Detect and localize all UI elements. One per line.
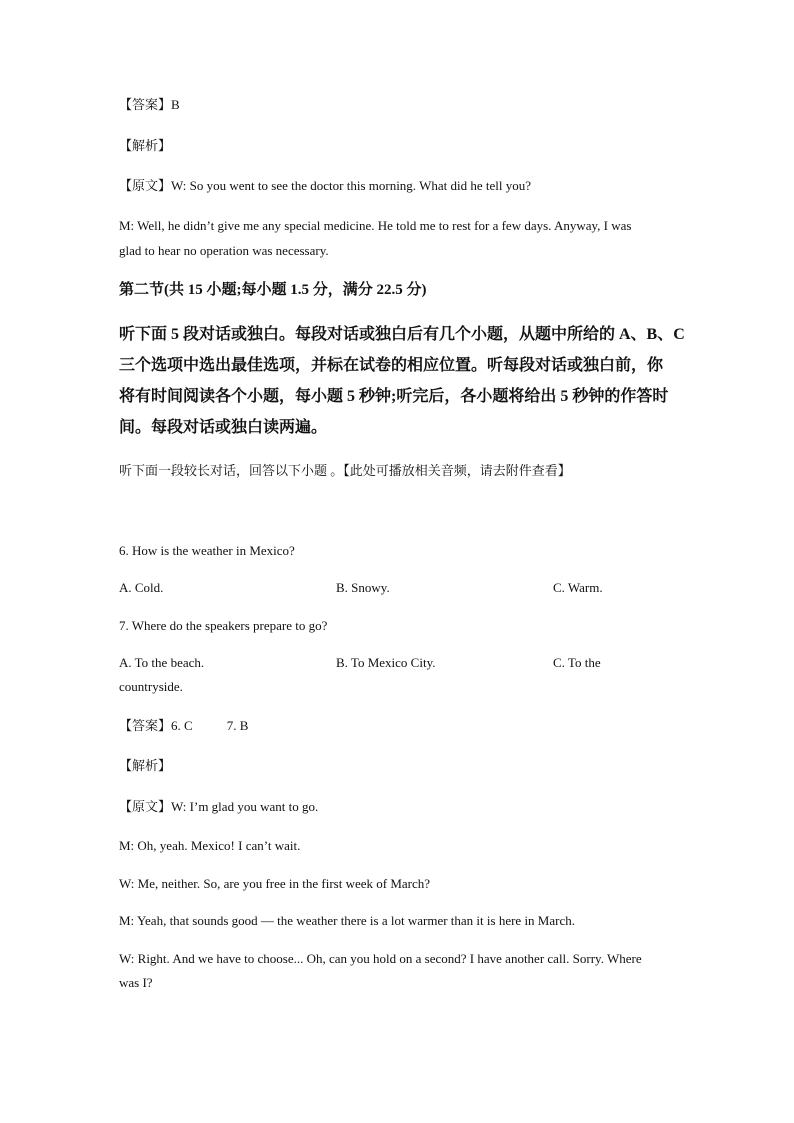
instruction-line: 听下面 5 段对话或独白。每段对话或独白后有几个小题，从题中所给的 A、B、C xyxy=(119,326,685,343)
option-b: B. To Mexico City. xyxy=(336,655,436,670)
option-c: C. Warm. xyxy=(553,580,603,595)
option-c-wrap: countryside. xyxy=(119,679,183,694)
option-a: A. To the beach. xyxy=(119,655,205,670)
transcript-text: was I? xyxy=(119,975,153,990)
original-line xyxy=(119,178,531,194)
transcript-text: M: Yeah, that sounds good — the weather there is a lot warmer than it is here in March. xyxy=(119,913,575,928)
instruction-line: 将有时间阅读各个小题，每小题 5 秒钟;听完后，各小题将给出 5 秒钟的作答时 xyxy=(119,388,669,405)
transcript-text: W: So you went to see the doctor this morning. What did he tell you? xyxy=(171,178,531,193)
transcript-text: M: Well, he didn’t give me any special medicine. He told me to rest for a few days. Anyway, I was xyxy=(119,218,632,233)
transcript-text: glad to hear no operation was necessary. xyxy=(119,243,329,258)
answer-line xyxy=(119,97,180,113)
answer-tag: 【答案】 xyxy=(119,718,172,733)
original-line xyxy=(119,799,318,815)
transcript-text: W: I’m glad you want to go. xyxy=(171,799,319,814)
answer-7: 7. B xyxy=(226,718,249,733)
option-a: A. Cold. xyxy=(119,580,164,595)
transcript-text: M: Oh, yeah. Mexico! I can’t wait. xyxy=(119,838,301,853)
answer-6: 6. C xyxy=(171,718,193,733)
answer-value: B xyxy=(171,97,180,112)
transcript-text: W: Right. And we have to choose... Oh, can you hold on a second? I have another call. Sorry. Where xyxy=(119,951,642,966)
question-stem: 7. Where do the speakers prepare to go? xyxy=(119,618,328,633)
original-tag: 【原文】 xyxy=(119,799,172,814)
instruction-line: 间。每段对话或独白读两遍。 xyxy=(119,419,328,436)
section-heading: 第二节(共 15 小题;每小题 1.5 分，满分 22.5 分) xyxy=(119,282,427,298)
transcript-text: W: Me, neither. So, are you free in the first week of March? xyxy=(119,876,431,891)
original-tag: 【原文】 xyxy=(119,178,172,193)
option-c: C. To the xyxy=(553,655,601,670)
option-b: B. Snowy. xyxy=(336,580,390,595)
answer-line xyxy=(119,718,248,734)
answer-tag: 【答案】 xyxy=(119,97,172,112)
instruction-line: 三个选项中选出最佳选项，并标在试卷的相应位置。听每段对话或独白前，你 xyxy=(119,357,664,374)
analysis-tag: 【解析】 xyxy=(119,138,172,153)
analysis-tag: 【解析】 xyxy=(119,758,172,773)
question-stem: 6. How is the weather in Mexico? xyxy=(119,543,295,558)
listen-note: 听下面一段较长对话，回答以下小题 。【此处可播放相关音频，请去附件查看】 xyxy=(119,463,571,478)
